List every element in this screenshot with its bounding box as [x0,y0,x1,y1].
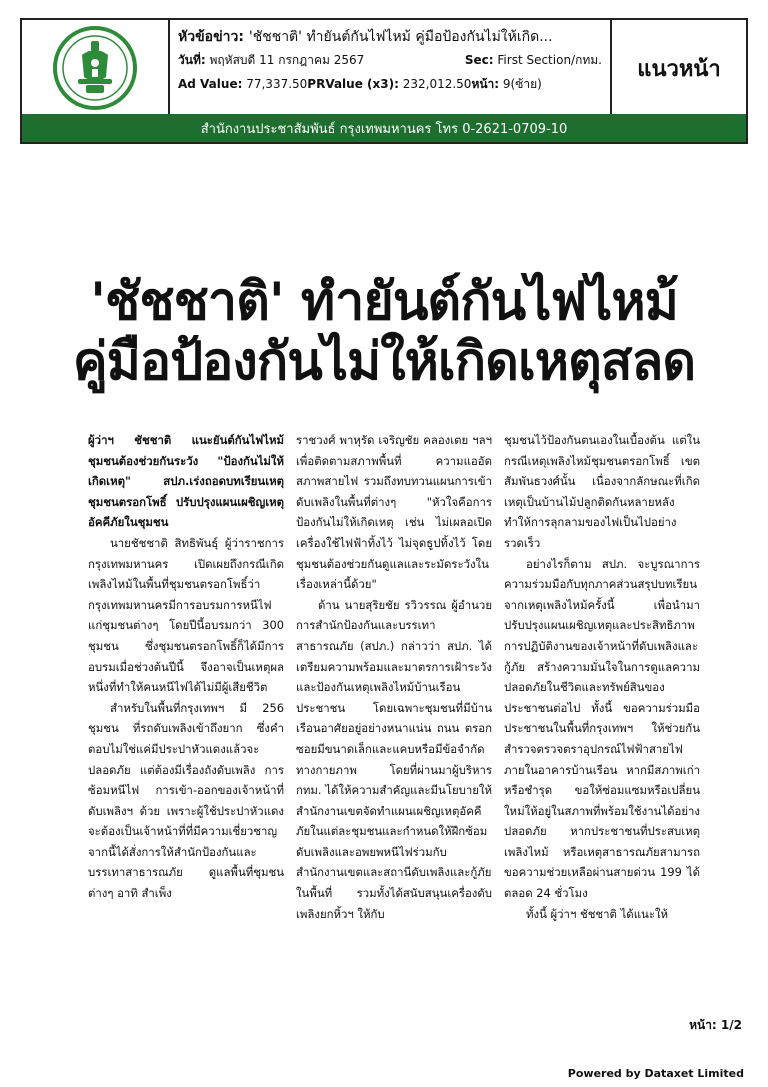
clipping-header [20,18,748,144]
title-line-2: คู่มือป้องกันไม่ให้เกิดเหตุสลด [72,332,696,392]
body-paragraph: ทั้งนี้ ผู้ว่าฯ ชัชชาติ ได้แนะให้ [526,906,669,921]
article-title [40,272,728,392]
body-paragraph: ด้าน นายสุริยชัย รวิวรรณ ผู้อำนวยการสำนักป้องกันและบรรเทาสาธารณภัย (สปภ.) กล่าวว่า สปภ. ได้เตรียมความพร้อมและมาตรการเฝ้าระวังและป้องกันเหตุเพลิงไหม้บ้านเรือนประชาชน โดยเฉพาะชุมชนที่มีบ้านเรือนอาศัยอยู่อย่างหนาแน่น ถนน ตรอก ซอยมีขนาดเล็กและแคบหรือมีข้อจำกัดทางกายภาพ โดยที่ผ่านมาผู้บริหาร กทม. ได้ให้ความสำคัญและมีนโยบายให้สำนักงานเขตจัดทำแผนเผชิญเหตุอัคคีภัยในแต่ละชุมชนและกำหนดให้ฝึกซ้อมดับเพลิงและอพยพหนีไฟร่วมกับสำนักงานเขตและสถานีดับเพลิงและกู้ภัยในพื้นที่ รวมทั้งได้สนับสนุนเครื่องดับเพลิงยกหิ้วฯ ให้กับ [296,597,492,921]
clipping-metadata [170,20,612,116]
body-paragraph: สำหรับในพื้นที่กรุงเทพฯ มี 256 ชุมชน ที่รถดับเพลิงเข้าถึงยาก ซึ่งคำตอบไม่ใช่แค่มีประปาหัวแดงแล้วจะปลอดภัย แต่ต้องมีเรื่องถังดับเพลิง การซ้อมหนีไฟ การเข้า-ออกของเจ้าหน้าที่ดับเพลิงฯ ด้วย เพราะผู้ใช้ประปาหัวแดงจะต้องเป็นเจ้าหน้าที่ที่มีความเชี่ยวชาญ จากนี้ได้สั่งการให้สำนักป้องกันและบรรเทาสาธารณภัย ดูแลพื้นที่ชุมชนต่างๆ อาทิ สำเพ็ง [88,700,284,901]
column-3 [504,430,700,930]
date-label: วันที่: [178,53,206,67]
pr-label: PRValue (x3): [307,77,399,91]
ad-label: Ad Value: [178,77,243,91]
column-1 [88,430,284,930]
page-value: 9(ซ้าย) [502,77,542,91]
sec-label: Sec: [464,53,494,67]
body-paragraph: ชุมชนไว้ป้องกันตนเองในเบื้องต้น แต่ในกรณีเหตุเพลิงไหม้ชุมชนตรอกโพธิ์ เขตสัมพันธวงศ์นั้น เนื่องจากลักษณะที่เกิดเหตุเป็นบ้านไม้ปลูกติดกันหลายหลัง ทำให้การลุกลามของไฟเป็นไปอย่างรวดเร็ว [504,433,700,550]
newspaper-name: แนวหน้า [637,56,721,82]
lead-paragraph: ผู้ว่าฯ ชัชชาติ แนะยันต์กันไฟไหม้ ชุมชนต้องช่วยกันระวัง "ป้องกันไม่ให้เกิดเหตุ" สปภ.เร่งถอดบทเรียนเหตุชุมชนตรอกโพธิ์ ปรับปรุงแผนเผชิญเหตุอัคคีภัยในชุมชน [88,433,284,530]
office-contact-bar [22,114,746,142]
bma-emblem-icon [52,25,138,111]
body-paragraph: ราชวงศ์ พาหุรัด เจริญชัย คลองเตย ฯลฯ เพื่อติดตามสภาพพื้นที่ ความแออัด สภาพสายไฟ รวมถึงทบทวนแผนการเข้าดับเพลิงในพื้นที่ต่างๆ "หัวใจคือการป้องกันไม่ให้เกิดเหตุ เช่น ไม่เผลอเปิดเครื่องใช้ไฟฟ้าทิ้งไว้ ไม่จุดธูปทิ้งไว้ โดยชุมชนต้องช่วยกันดูแลและระมัดระวังในเรื่องเหล่านี้ด้วย" [296,433,492,592]
headline-value: 'ชัชชาติ' ทำยันต์กันไฟไหม้ คู่มือป้องกันไม่ให้เกิด... [248,29,553,45]
article-body [88,430,700,930]
powered-by: Powered by Dataxet Limited [567,1067,744,1080]
sec-value: First Section/กทม. [497,53,602,67]
page-counter: หน้า: 1/2 [689,1018,742,1032]
body-paragraph: นายชัชชาติ สิทธิพันธุ์ ผู้ว่าราชการกรุงเทพมหานคร เปิดเผยถึงกรณีเกิดเพลิงไหม้ในพื้นที่ชุมชนตรอกโพธิ์ว่า กรุงเทพมหานครมีการอบรมการหนีไฟแก่ชุมชนต่างๆ โดยปีนี้อบรมกว่า 300 ชุมชน ซึ่งชุมชนตรอกโพธิ์ก็ได้มีการอบรมเมื่อช่วงต้นปีนี้ จึงอาจเป็นเหตุผลหนึ่งที่ทำให้คนหนีไฟได้ไม่มีผู้เสียชีวิต [88,535,284,695]
office-contact-text: สำนักงานประชาสัมพันธ์ กรุงเทพมหานคร โทร 0-2621-0709-10 [200,121,568,137]
headline-label: หัวข้อข่าว: [178,29,244,45]
logo-cell [22,20,170,116]
headline-row [178,26,602,48]
date-value: พฤหัสบดี 11 กรกฎาคม 2567 [209,53,365,67]
body-paragraph: อย่างไรก็ตาม สปภ. จะบูรณาการความร่วมมือกับทุกภาคส่วนสรุปบทเรียนจากเหตุเพลิงไหม้ครั้งนี้ เพื่อนำมาปรับปรุงแผนเผชิญเหตุและประสิทธิภาพการปฏิบัติงานของเจ้าหน้าที่ดับเพลิงและกู้ภัย สร้างความมั่นใจในการดูแลความปลอดภัยในชีวิตและทรัพย์สินของประชาชนต่อไป ทั้งนี้ ขอความร่วมมือประชาชนในพื้นที่กรุงเทพฯ ให้ช่วยกันสำรวจตรวจตราอุปกรณ์ไฟฟ้าสายไฟภายในอาคารบ้านเรือน หากมีสภาพเก่า หรือชำรุด ขอให้ซ่อมแซมหรือเปลี่ยนใหม่ให้อยู่ในสภาพที่พร้อมใช้งานได้อย่างปลอดภัย หากประชาชนที่ประสบเหตุเพลิงไหม้ หรือเหตุสาธารณภัยสามารถขอความช่วยเหลือผ่านสายด่วน 199 ได้ตลอด 24 ชั่วโมง [504,556,700,901]
column-2 [296,430,492,930]
value-row [178,76,602,92]
section-cell [612,20,746,116]
pr-value: 232,012.50 [402,77,472,91]
date-row [178,52,602,68]
ad-value: 77,337.50 [246,77,308,91]
page-label: หน้า: [471,77,500,91]
title-line-1: 'ชัชชาติ' ทำยันต์กันไฟไหม้ [90,272,678,332]
